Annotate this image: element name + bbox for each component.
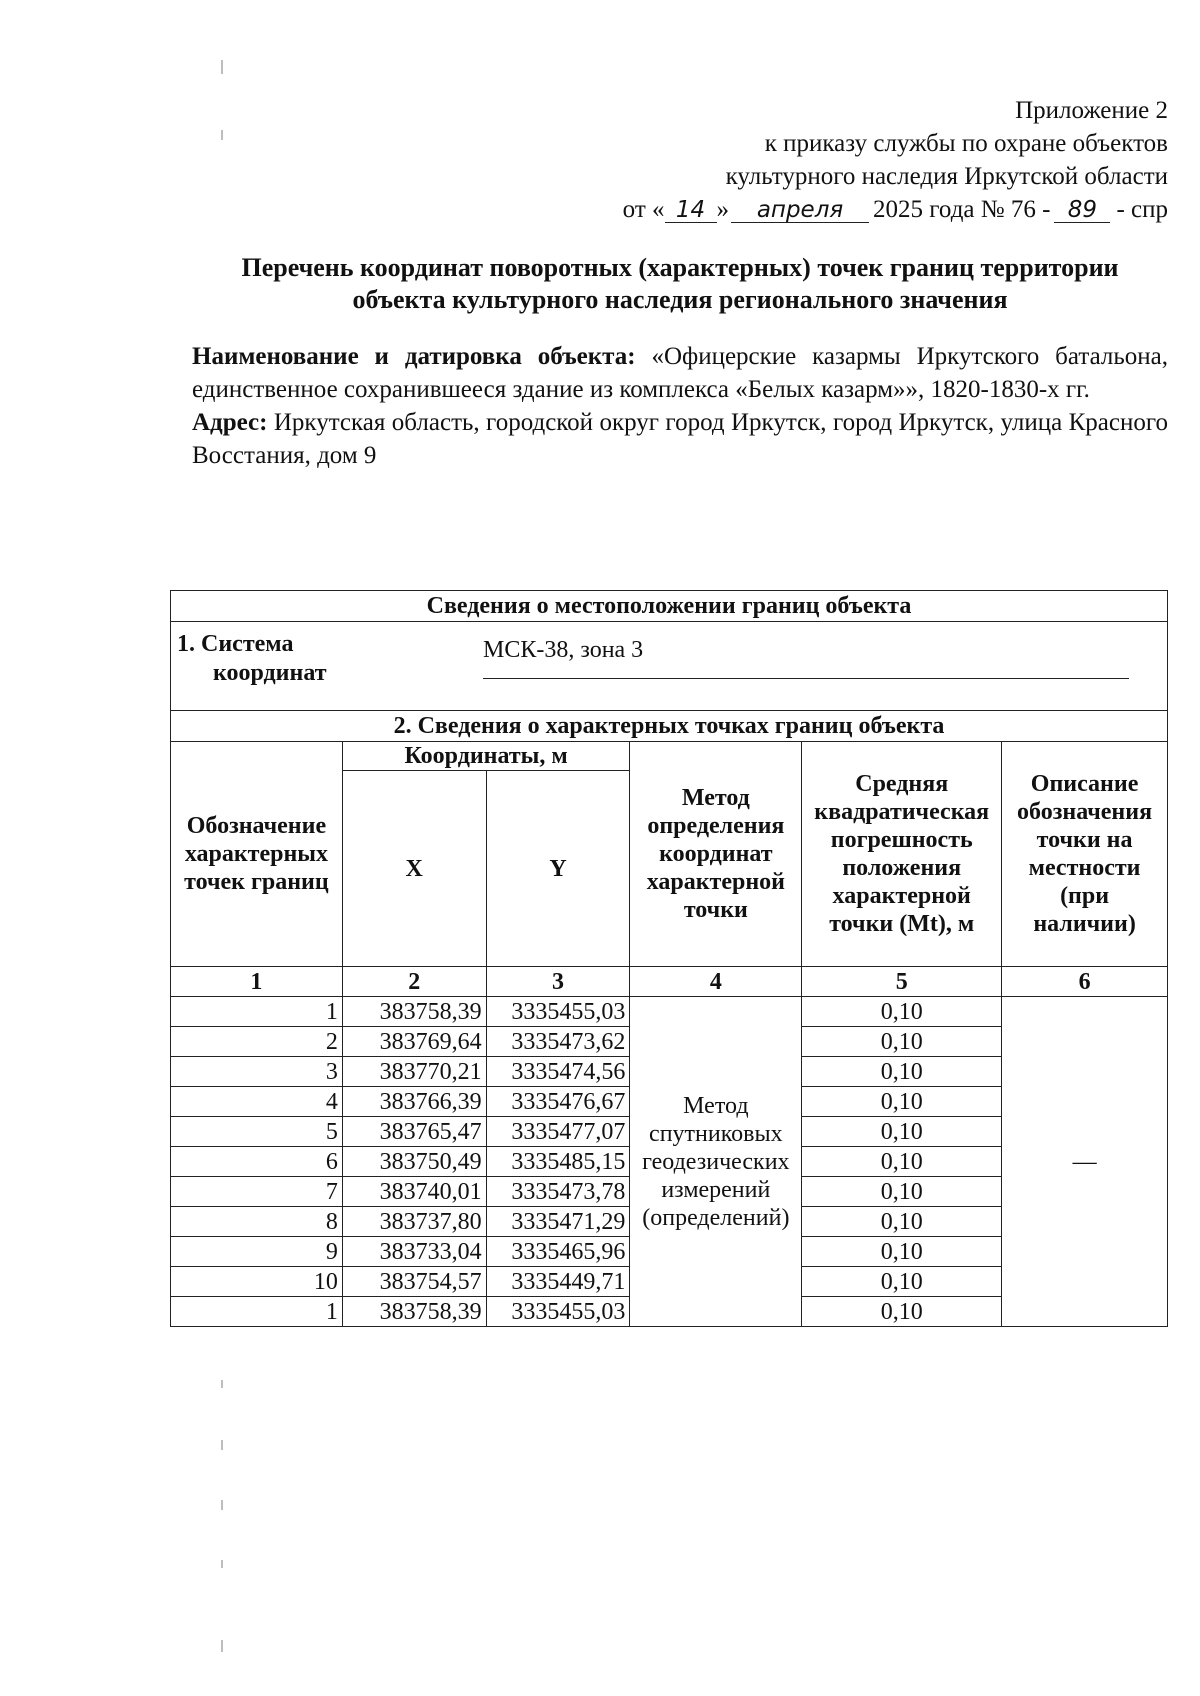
coordinate-system-value: МСК-38, зона 3 <box>483 637 644 663</box>
coordinate-x: 383740,01 <box>342 1177 486 1207</box>
object-address-paragraph <box>192 406 1168 472</box>
coordinate-system-label-line-2: координат <box>213 660 327 686</box>
mean-square-error: 0,10 <box>802 1027 1002 1057</box>
appendix-title: Приложение 2 <box>1015 97 1168 124</box>
mean-square-error: 0,10 <box>802 1267 1002 1297</box>
mean-square-error: 0,10 <box>802 1237 1002 1267</box>
coordinate-y: 3335455,03 <box>486 1297 630 1327</box>
handwritten-month: апреля <box>731 198 869 223</box>
coordinate-x: 383769,64 <box>342 1027 486 1057</box>
title-line-1: Перечень координат поворотных (характерных) точек границ территории <box>241 253 1119 282</box>
order-suffix: - спр <box>1116 196 1168 223</box>
col-number: 1 <box>171 967 343 997</box>
title-line-2: объекта культурного наследия регионального значения <box>352 285 1008 314</box>
col-header-description: Описание обозначения точки на местности (при наличии) <box>1002 742 1168 967</box>
scan-speck <box>221 60 223 74</box>
coordinate-y: 3335474,56 <box>486 1057 630 1087</box>
scan-speck <box>221 1380 223 1388</box>
col-number: 5 <box>802 967 1002 997</box>
date-prefix: от « <box>622 196 665 223</box>
object-address-value: Иркутская область, городской округ город Иркутск, город Иркутск, улица Красного Восстания, дом 9 <box>192 409 1168 469</box>
coordinate-system-cell <box>171 622 1168 711</box>
coordinate-x: 383750,49 <box>342 1147 486 1177</box>
point-number: 5 <box>171 1117 343 1147</box>
point-number: 6 <box>171 1147 343 1177</box>
object-name-paragraph <box>192 340 1168 406</box>
coordinate-system-label-line-1: 1. Система <box>177 631 294 657</box>
object-address-label: Адрес: <box>192 409 268 436</box>
table-caption: Сведения о местоположении границ объекта <box>171 591 1168 622</box>
coordinate-y: 3335477,07 <box>486 1117 630 1147</box>
point-number: 4 <box>171 1087 343 1117</box>
year-text: 2025 года № 76 - <box>873 196 1051 223</box>
order-date-line <box>623 193 1168 226</box>
col-number: 3 <box>486 967 630 997</box>
point-description-cell: — <box>1002 997 1168 1327</box>
mean-square-error: 0,10 <box>802 1297 1002 1327</box>
coordinate-y: 3335465,96 <box>486 1237 630 1267</box>
coordinate-system-underline <box>483 678 1129 679</box>
col-header-x: X <box>342 771 486 967</box>
coordinate-x: 383758,39 <box>342 1297 486 1327</box>
mean-square-error: 0,10 <box>802 1087 1002 1117</box>
issuing-authority: культурного наследия Иркутской области <box>725 163 1168 190</box>
coordinate-y: 3335473,62 <box>486 1027 630 1057</box>
coordinate-x: 383766,39 <box>342 1087 486 1117</box>
mean-square-error: 0,10 <box>802 1147 1002 1177</box>
scan-speck <box>221 1440 223 1450</box>
coordinate-system-label <box>177 630 327 688</box>
col-number: 4 <box>630 967 802 997</box>
col-header-point: Обозначение характерных точек границ <box>171 742 343 967</box>
point-number: 10 <box>171 1267 343 1297</box>
col-header-y: Y <box>486 771 630 967</box>
coordinate-x: 383765,47 <box>342 1117 486 1147</box>
coordinate-x: 383733,04 <box>342 1237 486 1267</box>
col-header-error: Средняя квадратическая погрешность положения характерной точки (Mt), м <box>802 742 1002 967</box>
coordinate-x: 383758,39 <box>342 997 486 1027</box>
scan-speck <box>221 1640 223 1652</box>
scan-speck <box>221 130 223 140</box>
point-number: 8 <box>171 1207 343 1237</box>
object-name-label: Наименование и датировка объекта: <box>192 343 636 370</box>
date-mid: » <box>716 196 730 223</box>
section-2-caption: 2. Сведения о характерных точках границ объекта <box>171 711 1168 742</box>
appendix-header <box>623 94 1168 226</box>
col-number: 2 <box>342 967 486 997</box>
object-name-value: «Офицерские казармы Иркутского батальона, единственное сохранившееся здание из комплекса «Белых казарм»», 1820-1830-х гг. <box>192 343 1168 403</box>
col-header-method: Метод определения координат характерной точки <box>630 742 802 967</box>
col-number: 6 <box>1002 967 1168 997</box>
mean-square-error: 0,10 <box>802 1207 1002 1237</box>
mean-square-error: 0,10 <box>802 1057 1002 1087</box>
handwritten-day: 14 <box>665 198 717 223</box>
coordinate-y: 3335476,67 <box>486 1087 630 1117</box>
table-row <box>171 997 1168 1027</box>
point-number: 3 <box>171 1057 343 1087</box>
handwritten-order-number: 89 <box>1054 198 1110 223</box>
coordinate-y: 3335485,15 <box>486 1147 630 1177</box>
col-header-coordinates: Координаты, м <box>342 742 630 771</box>
boundary-coordinates-table <box>170 590 1168 1327</box>
point-number: 9 <box>171 1237 343 1267</box>
point-number: 1 <box>171 1297 343 1327</box>
coordinate-y: 3335471,29 <box>486 1207 630 1237</box>
scan-speck <box>221 1560 223 1568</box>
point-number: 7 <box>171 1177 343 1207</box>
coordinate-y: 3335455,03 <box>486 997 630 1027</box>
mean-square-error: 0,10 <box>802 997 1002 1027</box>
object-description <box>192 340 1168 472</box>
order-reference: к приказу службы по охране объектов <box>764 130 1168 157</box>
mean-square-error: 0,10 <box>802 1177 1002 1207</box>
point-number: 2 <box>171 1027 343 1057</box>
scan-speck <box>221 1500 223 1510</box>
coordinate-x: 383770,21 <box>342 1057 486 1087</box>
coordinate-x: 383754,57 <box>342 1267 486 1297</box>
point-number: 1 <box>171 997 343 1027</box>
document-title <box>180 252 1180 316</box>
coordinate-y: 3335449,71 <box>486 1267 630 1297</box>
coordinate-y: 3335473,78 <box>486 1177 630 1207</box>
mean-square-error: 0,10 <box>802 1117 1002 1147</box>
coordinate-x: 383737,80 <box>342 1207 486 1237</box>
method-cell: Метод спутниковых геодезических измерений (определений) <box>630 997 802 1327</box>
